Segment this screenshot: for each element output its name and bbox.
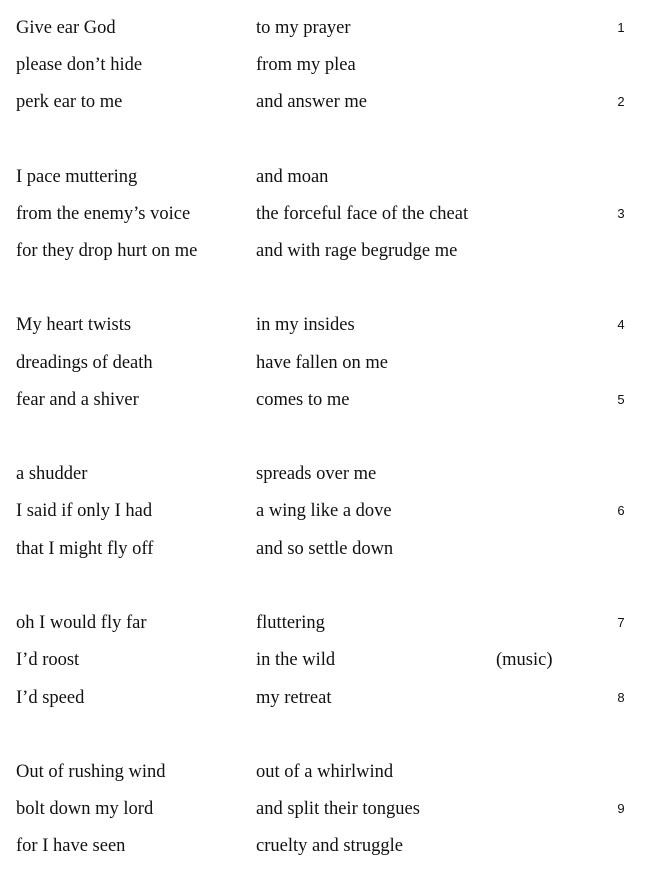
- poem-line: [0, 88, 666, 116]
- line-first-half: oh I would fly far: [16, 613, 147, 633]
- line-first-half: fear and a shiver: [16, 390, 139, 410]
- line-second-half: have fallen on me: [256, 353, 389, 373]
- poem-line: [0, 832, 666, 860]
- line-second-half: the forceful face of the cheat: [256, 204, 469, 224]
- line-second-half: and answer me: [256, 92, 367, 112]
- poem-line: [0, 386, 666, 414]
- line-first-half: a shudder: [16, 464, 88, 484]
- poem-line: [0, 460, 666, 488]
- line-first-half: for they drop hurt on me: [16, 241, 198, 261]
- line-second-half: in my insides: [256, 315, 355, 335]
- verse-number: 6: [617, 503, 625, 518]
- line-second-half: from my plea: [256, 55, 356, 75]
- line-second-half: spreads over me: [256, 464, 377, 484]
- line-first-half: from the enemy’s voice: [16, 204, 191, 224]
- line-first-half: My heart twists: [16, 315, 132, 335]
- poem-line: [0, 684, 666, 712]
- poem-line: [0, 497, 666, 525]
- line-first-half: I’d roost: [16, 650, 80, 670]
- poem-line: [0, 646, 666, 674]
- line-second-half: and with rage begrudge me: [256, 241, 458, 261]
- line-first-half: Give ear God: [16, 18, 116, 38]
- line-first-half: perk ear to me: [16, 92, 123, 112]
- poem-line: [0, 349, 666, 377]
- poem-line: [0, 795, 666, 823]
- poem-line: [0, 311, 666, 339]
- verse-number: 5: [617, 392, 625, 407]
- line-second-half: out of a whirlwind: [256, 762, 394, 782]
- line-second-half: to my prayer: [256, 18, 351, 38]
- verse-number: 8: [617, 690, 625, 705]
- line-first-half: please don’t hide: [16, 55, 143, 75]
- poem-line: [0, 163, 666, 191]
- line-second-half: and moan: [256, 167, 329, 187]
- line-first-half: I pace muttering: [16, 167, 138, 187]
- poem-line: [0, 237, 666, 265]
- poem-line: [0, 200, 666, 228]
- verse-number: 7: [617, 615, 625, 630]
- music-note: (music): [496, 650, 553, 670]
- poem-line: [0, 609, 666, 637]
- line-second-half: a wing like a dove: [256, 501, 392, 521]
- line-first-half: dreadings of death: [16, 353, 153, 373]
- line-first-half: that I might fly off: [16, 539, 154, 559]
- poem-line: [0, 535, 666, 563]
- verse-number: 9: [617, 801, 625, 816]
- line-second-half: comes to me: [256, 390, 350, 410]
- poem-line: [0, 14, 666, 42]
- verse-number: 4: [617, 317, 625, 332]
- line-second-half: my retreat: [256, 688, 332, 708]
- verse-number: 1: [617, 20, 625, 35]
- line-first-half: I said if only I had: [16, 501, 153, 521]
- poem-line: [0, 51, 666, 79]
- line-second-half: and split their tongues: [256, 799, 420, 819]
- line-first-half: I’d speed: [16, 688, 85, 708]
- line-first-half: bolt down my lord: [16, 799, 154, 819]
- line-first-half: Out of rushing wind: [16, 762, 166, 782]
- line-second-half: in the wild: [256, 650, 336, 670]
- line-second-half: fluttering: [256, 613, 325, 633]
- line-second-half: cruelty and struggle: [256, 836, 403, 856]
- poem-line: [0, 758, 666, 786]
- verse-number: 3: [617, 206, 625, 221]
- line-second-half: and so settle down: [256, 539, 394, 559]
- line-first-half: for I have seen: [16, 836, 126, 856]
- verse-number: 2: [617, 94, 625, 109]
